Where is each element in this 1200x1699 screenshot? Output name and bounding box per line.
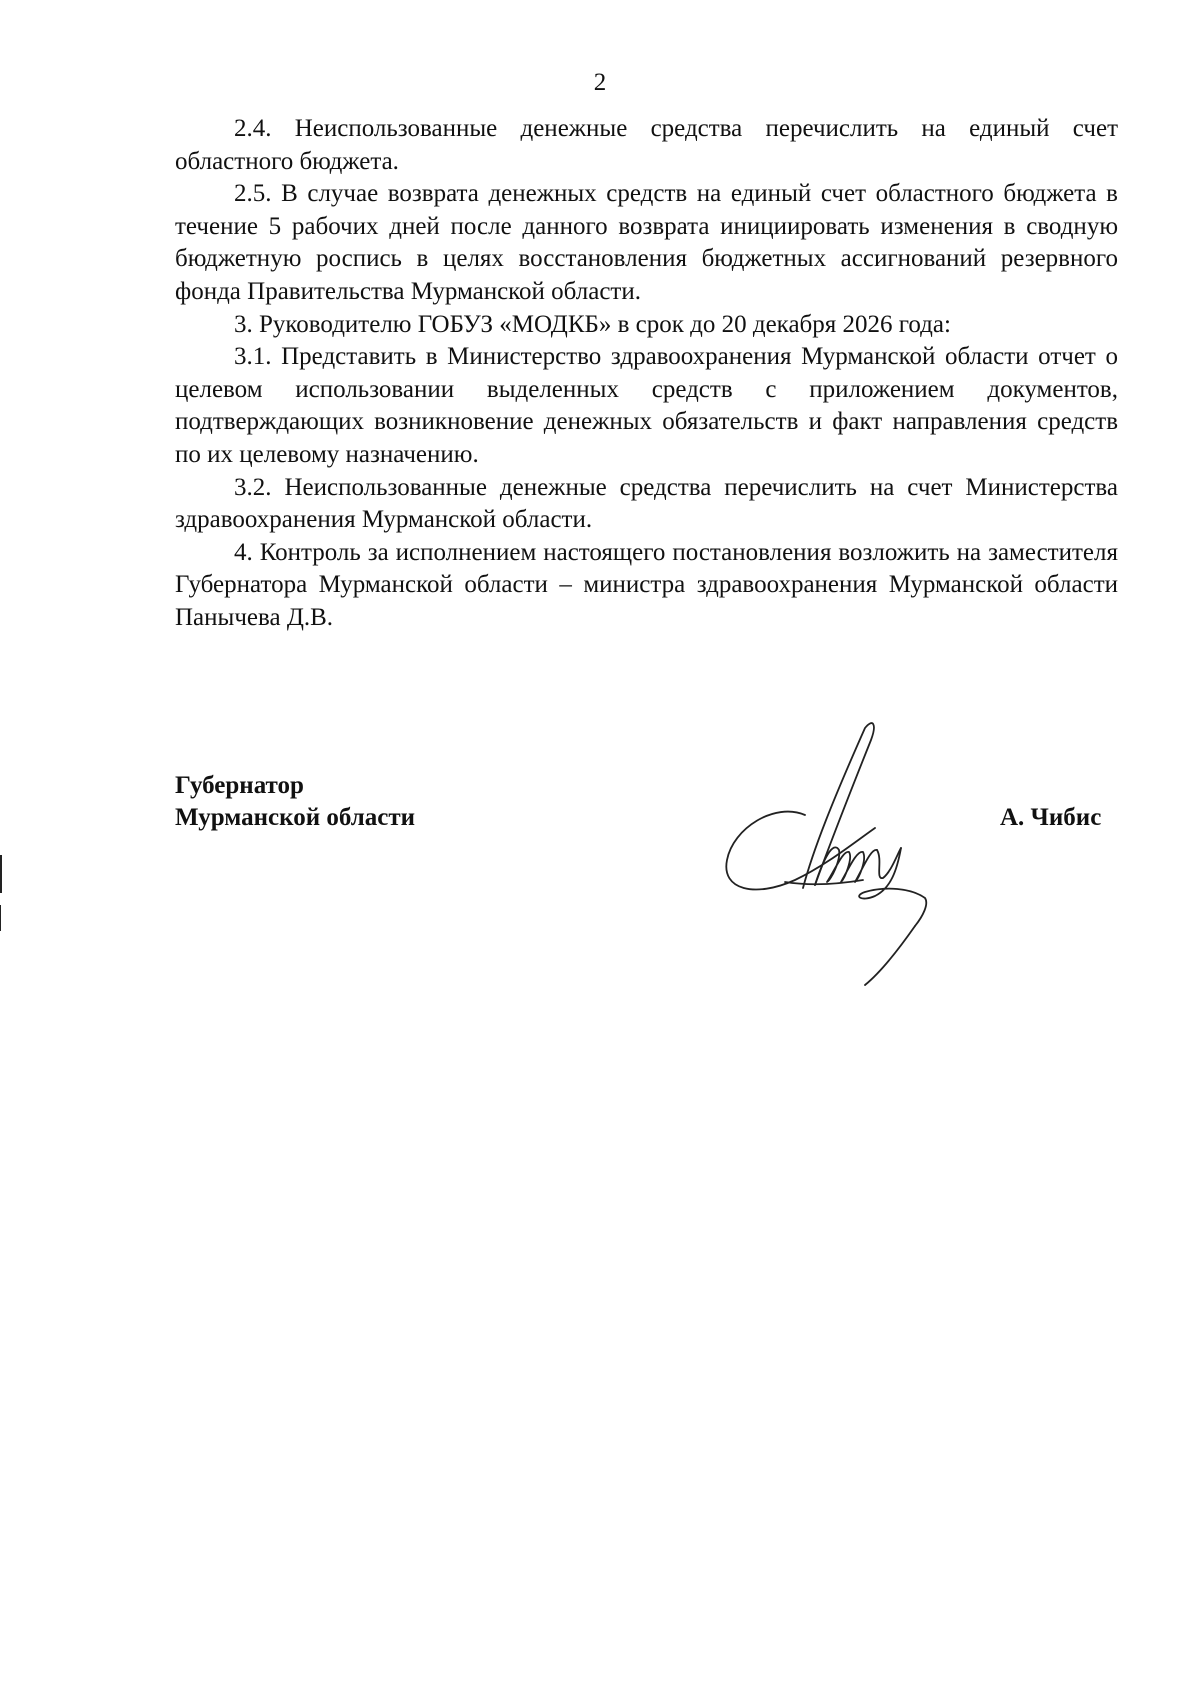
signatory-position-line2: Мурманской области	[175, 804, 416, 831]
scan-margin-mark	[0, 855, 2, 893]
signatory-position-line1: Губернатор	[175, 772, 304, 799]
handwritten-signature	[715, 710, 955, 990]
page-number: 2	[593, 69, 607, 96]
paragraph-3: 3. Руководителю ГОБУЗ «МОДКБ» в срок до 20 декабря 2026 года:	[234, 310, 951, 338]
signatory-name: А. Чибис	[1000, 804, 1102, 831]
scan-margin-mark	[0, 905, 1, 931]
paragraph-3-1: 3.1. Представить в Министерство здравоохранения Мурманской области отчет о целевом использовании выделенных средств с приложением документов, подтверждающих возникновение денежных обязательств и факт направления средств по их целевому назначению.	[175, 343, 1118, 468]
signatory-position	[175, 770, 415, 834]
paragraph-2-5: 2.5. В случае возврата денежных средств на единый счет областного бюджета в течение 5 рабочих дней после данного возврата инициировать изменения в сводную бюджетную роспись в целях восстановления бюджетных ассигнований резервного фонда Правительства Мурманской области.	[175, 180, 1118, 305]
paragraph-3-2: 3.2. Неиспользованные денежные средства перечислить на счет Министерства здравоохранения Мурманской области.	[175, 473, 1118, 534]
paragraph-2-4: 2.4. Неиспользованные денежные средства перечислить на единый счет областного бюджета.	[175, 115, 1118, 175]
paragraph-4: 4. Контроль за исполнением настоящего постановления возложить на заместителя Губернатора Мурманской области – министра здравоохранения Мурманской области Панычева Д.В.	[175, 538, 1118, 631]
document-body	[175, 113, 1118, 635]
